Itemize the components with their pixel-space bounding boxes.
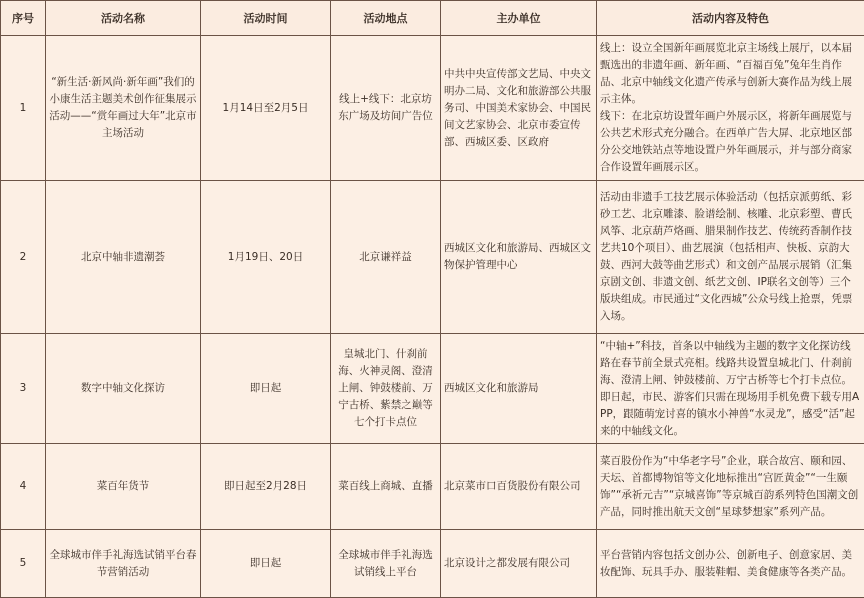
cell-content: 活动由非遗手工技艺展示体验活动（包括京派剪纸、彩砂工艺、北京雕漆、脸谱绘制、核雕、北京彩塑、曹氏风筝、北京葫芦烙画、腊果制作技艺、传统药香制作技艺共10个项目）、曲艺展演（包括相声、快板、京韵大鼓、西河大鼓等曲艺形式）和文创产品展示展销（汇集京剧文创、非遗文创、纸艺文创、IP联名文创等）三个版块组成。市民通过“文化西城”公众号线上抢票，凭票入场。 xyxy=(597,181,864,334)
header-name: 活动名称 xyxy=(46,1,201,36)
table-row xyxy=(1,444,864,530)
cell-time: 即日起 xyxy=(201,334,331,444)
content-online: 线上：设立全国新年画展览北京主场线上展厅，以本届甄选出的非遗年画、新年画、“百福百兔”兔年生肖作品、北京中轴线文化遗产传承与创新大赛作品为线上展示主体。 xyxy=(600,40,861,108)
cell-no: 2 xyxy=(1,181,46,334)
cell-name: 全球城市伴手礼海选试销平台春节营销活动 xyxy=(46,530,201,598)
cell-content xyxy=(597,36,864,181)
cell-organizer: 西城区文化和旅游局、西城区文物保护管理中心 xyxy=(441,181,597,334)
cell-time: 即日起至2月28日 xyxy=(201,444,331,530)
header-content: 活动内容及特色 xyxy=(597,1,864,36)
cell-no: 5 xyxy=(1,530,46,598)
cell-time: 1月19日、20日 xyxy=(201,181,331,334)
cell-content: 平台营销内容包括文创办公、创新电子、创意家居、美妆配饰、玩具手办、服装鞋帽、美食健康等各类产品。 xyxy=(597,530,864,598)
cell-organizer: 西城区文化和旅游局 xyxy=(441,334,597,444)
header-organizer: 主办单位 xyxy=(441,1,597,36)
cell-content: “中轴+”科技，首条以中轴线为主题的数字文化探访线路在春节前全景式亮相。线路共设置皇城北门、什刹前海、澄清上闸、钟鼓楼前、万宁古桥等七个打卡点位。即日起，市民、游客们只需在现场用手机免费下载专用APP，跟随萌宠讨喜的镇水小神兽“水灵龙”，感受“活”起来的中轴线文化。 xyxy=(597,334,864,444)
header-no: 序号 xyxy=(1,1,46,36)
cell-place: 皇城北门、什刹前海、火神灵阁、澄清上闸、钟鼓楼前、万宁古桥、紫禁之巅等七个打卡点位 xyxy=(331,334,441,444)
table-row xyxy=(1,530,864,598)
cell-no: 4 xyxy=(1,444,46,530)
cell-organizer: 北京设计之都发展有限公司 xyxy=(441,530,597,598)
content-offline: 线下：在北京坊设置年画户外展示区，将新年画展览与公共艺术形式充分融合。在西单广告大屏、北京地区部分公交地铁站点等地设置户外年画展示，并与部分商家合作设置年画展示区。 xyxy=(600,108,861,176)
table-row xyxy=(1,36,864,181)
cell-place: 菜百线上商城、直播 xyxy=(331,444,441,530)
table-row xyxy=(1,181,864,334)
table-header-row xyxy=(1,1,864,36)
cell-organizer: 中共中央宣传部文艺局、中央文明办二局、文化和旅游部公共服务司、中国美术家协会、中国民间文艺家协会、北京市委宣传部、西城区委、区政府 xyxy=(441,36,597,181)
cell-time: 1月14日至2月5日 xyxy=(201,36,331,181)
cell-name: 北京中轴非遗潮荟 xyxy=(46,181,201,334)
cell-place: 北京谦祥益 xyxy=(331,181,441,334)
table-row xyxy=(1,334,864,444)
cell-time: 即日起 xyxy=(201,530,331,598)
header-place: 活动地点 xyxy=(331,1,441,36)
cell-content: 菜百股份作为“中华老字号”企业，联合故宫、颐和园、天坛、首都博物馆等文化地标推出“宫匠黄金”“一生颐饰”“承祈元吉”“京城喜饰”等京城百韵系列特色国潮文创产品，同时推出航天文创“星球梦想家”系列产品。 xyxy=(597,444,864,530)
cell-no: 3 xyxy=(1,334,46,444)
cell-name: 菜百年货节 xyxy=(46,444,201,530)
cell-name: 数字中轴文化探访 xyxy=(46,334,201,444)
header-time: 活动时间 xyxy=(201,1,331,36)
cell-place: 线上+线下：北京坊东广场及坊间广告位 xyxy=(331,36,441,181)
cell-organizer: 北京菜市口百货股份有限公司 xyxy=(441,444,597,530)
cell-name: “新生活·新风尚·新年画”我们的小康生活主题美术创作征集展示活动——“赏年画过大年”北京市主场活动 xyxy=(46,36,201,181)
cell-place: 全球城市伴手礼海选试销线上平台 xyxy=(331,530,441,598)
cell-no: 1 xyxy=(1,36,46,181)
